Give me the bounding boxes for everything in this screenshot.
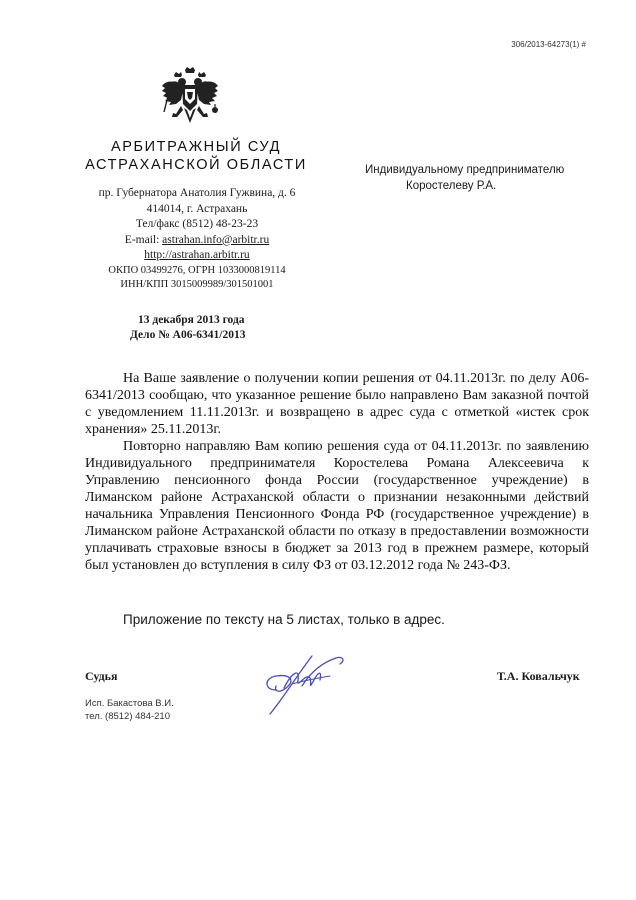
recipient-name: Коростелеву Р.А. [406, 179, 497, 192]
email-label: E-mail: [124, 233, 163, 246]
court-website-link[interactable]: http://astrahan.arbitr.ru [144, 249, 250, 261]
body-paragraph-1: На Ваше заявление о получении копии решения от 04.11.2013г. по делу А06-6341/2013 сообщаю, что указанное решение было направлено Вам заказной почтой с уведомлением 11.11.2013г. и возвращено в адрес суда с отметкой «истек срок хранения» 25.11.2013г. [85, 371, 589, 437]
letter-body [85, 370, 589, 574]
executor-phone: тел. (8512) 484-210 [85, 711, 170, 722]
judge-name: Т.А. Ковальчук [497, 669, 580, 683]
executor-block [85, 697, 174, 723]
court-street: пр. Губернатора Анатолия Гужвина, д. 6 [98, 187, 296, 199]
court-phone: Тел/факс (8512) 48-23-23 [135, 218, 259, 230]
court-email-row [72, 233, 322, 249]
court-name-line2: АСТРАХАНСКОЙ ОБЛАСТИ [85, 157, 307, 173]
court-okpo-ogrn: ОКПО 03499276, ОГРН 1033000819114 [108, 264, 286, 276]
coat-of-arms-icon [160, 66, 220, 128]
letter-date: 13 декабря 2013 года [138, 314, 245, 326]
court-address-block [72, 186, 322, 292]
body-paragraph-2: Повторно направляю Вам копию решения суда от 04.11.2013г. по заявлению Индивидуального предпринимателя Коростелева Романа Алексеевича к Управлению пенсионного фонда России (государственное учреждение) в Лиманском районе Астраханской области о признании незаконными действий начальника Управления Пенсионного Фонда РФ (государственное учреждение) в Лиманском районе Астраханской области по отказу в предоставлении возможности уплачивать страховые взносы в бюджет за 2013 год в прежнем размере, который был установлен до вступления в силу ФЗ от 03.12.2012 года № 243-ФЗ. [85, 439, 589, 573]
judge-role-label: Судья [85, 669, 118, 683]
court-name [78, 138, 314, 174]
executor-name: Исп. Бакастова В.И. [85, 698, 174, 709]
handwritten-signature-icon [262, 650, 352, 720]
court-city: 414014, г. Астрахань [146, 202, 248, 215]
attachment-note: Приложение по тексту на 5 листах, только в адрес. [123, 612, 445, 627]
case-number: Дело № А06-6341/2013 [130, 329, 246, 341]
court-inn-kpp: ИНН/КПП 3015009989/301501001 [120, 278, 274, 290]
recipient-title: Индивидуальному предпринимателю [365, 164, 565, 176]
document-number: 306/2013-64273(1) # [511, 40, 586, 49]
court-name-line1: АРБИТРАЖНЫЙ СУД [110, 139, 282, 155]
date-block [130, 313, 270, 343]
court-email-link[interactable]: astrahan.info@arbitr.ru [162, 233, 270, 246]
recipient-block [365, 163, 605, 194]
